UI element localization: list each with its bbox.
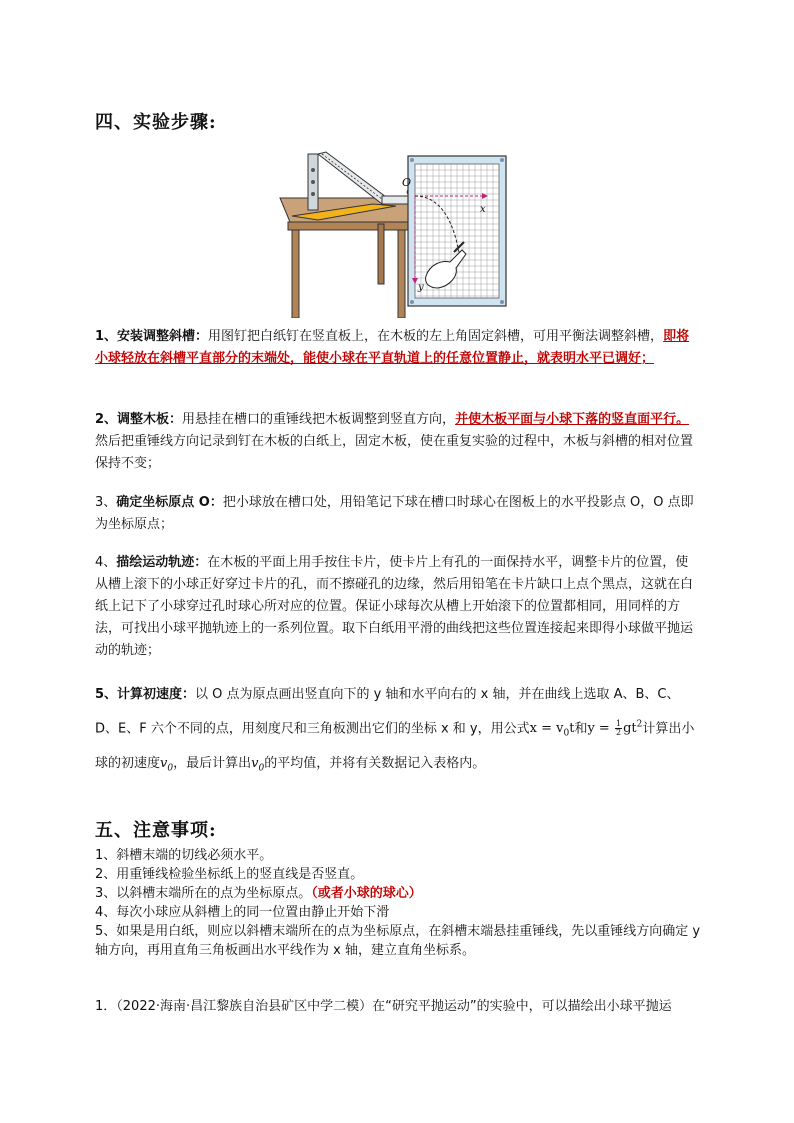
note-item-4: 4、每次小球应从斜槽上的同一位置由静止开始下滑 [95, 905, 390, 920]
step5-paragraph [95, 680, 701, 784]
note-item-3: 3、以斜槽末端所在的点为坐标原点。（或者小球的球心） [95, 886, 422, 901]
step2-paragraph [95, 409, 701, 475]
experiment-apparatus-figure [278, 148, 514, 318]
step5-text1: 以 O 点为原点画出竖直向下的 y 轴和水平向右的 x 轴，并在曲线上选取 A、B、C、D、E、F 六个不同的点，用刻度尺和三角板测出它们的坐标 x 和 y，用公式 [95, 687, 680, 737]
figure-origin-label: O [402, 176, 412, 189]
step2-text2: 然后把重锤线方向记录到钉在木板的白纸上，固定木板，使在重复实验的过程中，木板与斜槽的相对位置保持不变； [95, 434, 694, 471]
formula-and: 和 [574, 721, 588, 737]
step3-label: 确定坐标原点 O： [116, 495, 223, 510]
note-item-1: 1、斜槽末端的切线必须水平。 [95, 848, 273, 863]
v0-symbol-2: $v_0$ [251, 755, 265, 774]
figure-x-label: x [480, 204, 486, 215]
step3-text: 把小球放在槽口处，用铅笔记下球在槽口时球心在图板上的水平投影点 O，O 点即为坐标原点； [95, 495, 694, 532]
step1-paragraph [95, 326, 701, 370]
step2-text1: 用悬挂在槽口的重锤线把木板调整到竖直方向， [182, 412, 456, 427]
note-item-2: 2、用重锤线检验坐标纸上的竖直线是否竖直。 [95, 867, 364, 882]
notes-list [95, 846, 701, 960]
step1-text: 用图钉把白纸钉在竖直板上，在木板的左上角固定斜槽，可用平衡法调整斜槽， [208, 329, 664, 344]
step4-text: 在木板的平面上用手按住卡片，使卡片上有孔的一面保持水平，调整卡片的位置，使从槽上滚下的小球正好穿过卡片的孔，而不擦碰孔的边缘，然后用铅笔在卡片缺口上点个黑点，这就在白纸上记下了小球穿过孔时球心所对应的位置。保证小球每次从槽上开始滚下的位置都相同，用同样的方法，可找出小球平抛轨迹上的一系列位置。取下白纸用平滑的曲线把这些位置连接起来即得小球做平抛运动的轨迹； [95, 555, 694, 658]
section4-title: 四、实验步骤: [95, 112, 217, 133]
step4-paragraph [95, 552, 701, 662]
step2-highlight: 并使木板平面与小球下落的竖直面平行。 [455, 412, 690, 427]
question-1: 1．（2022·海南·昌江黎族自治县矿区中学二模）在“研究平抛运动”的实验中，可以描绘出小球平抛运 [95, 999, 672, 1014]
note-item-3-remark: （或者小球的球心） [311, 886, 422, 901]
step4-prefix: 4、 [95, 555, 117, 570]
step2-label: 2、调整木板： [95, 412, 183, 427]
step1-highlight: 即将小球轻放在斜槽平直部分的末端处，能使小球在平直轨道上的任意位置静止，就表明水平已调好； [95, 329, 690, 366]
formula-x: $x = v_0t$ [529, 721, 575, 739]
step1-label: 1、安装调整斜槽： [95, 329, 209, 344]
note-item-5: 5、如果是用白纸，则应以斜槽末端所在的点为坐标原点，在斜槽末端悬挂重锤线，先以重锤线方向确定 y 轴方向，再用直角三角板画出水平线作为 x 轴，建立直角坐标系。 [95, 924, 701, 958]
step5-label: 5、计算初速度： [95, 687, 196, 702]
figure-y-label: y [418, 282, 424, 293]
step3-paragraph [95, 492, 701, 536]
step5-text4: 的平均值，并将有关数据记入表格内。 [264, 755, 486, 771]
step4-label: 描绘运动轨迹： [116, 555, 208, 570]
step3-prefix: 3、 [95, 495, 117, 510]
v0-symbol: $v_0$ [160, 755, 174, 774]
step5-text2: 计算出小球的初速度 [95, 721, 695, 771]
section5-title: 五、注意事项: [95, 820, 217, 841]
formula-y: y = $\frac{1}{2}$ $gt^2$ [587, 719, 643, 738]
step5-text3: ，最后计算出 [173, 755, 252, 771]
